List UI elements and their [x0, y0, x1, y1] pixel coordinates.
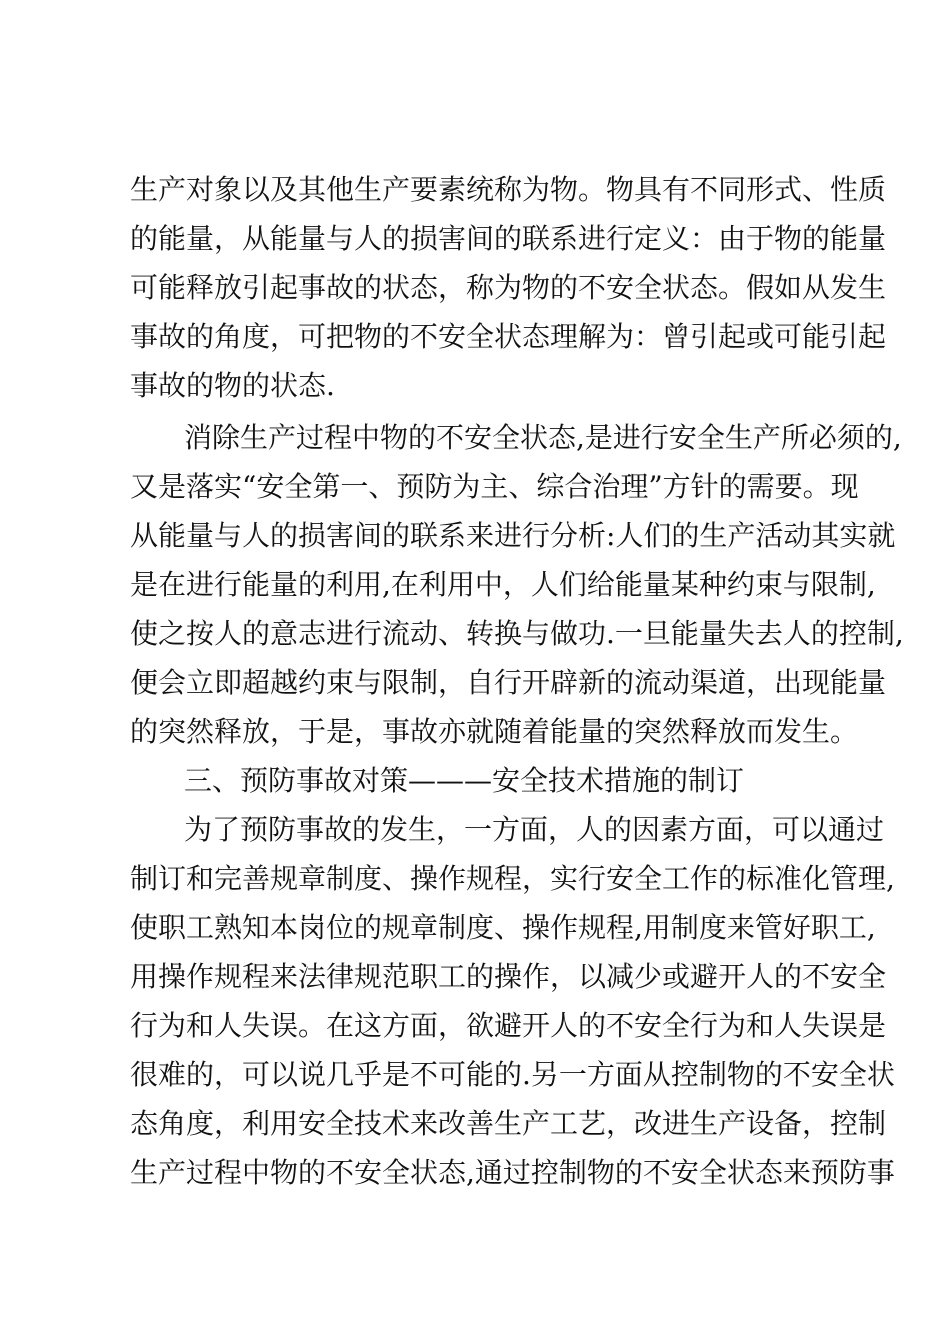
- text-line: 生产对象以及其他生产要素统称为物。物具有不同形式、性质: [130, 173, 887, 206]
- text-line: 是在进行能量的利用,在利用中，人们给能量某种约束与限制,: [130, 568, 876, 601]
- text-line: 消除生产过程中物的不安全状态,是进行安全生产所必须的,: [184, 421, 902, 454]
- section-heading-text: 三、预防事故对策———安全技术措施的制订: [184, 764, 745, 797]
- text-line: 用操作规程来法律规范职工的操作，以减少或避开人的不安全: [130, 960, 887, 993]
- text-line: 使之按人的意志进行流动、转换与做功.一旦能量失去人的控制,: [130, 617, 904, 650]
- text-line: 行为和人失误。在这方面，欲避开人的不安全行为和人失误是: [130, 1009, 887, 1042]
- text-line: 的能量，从能量与人的损害间的联系进行定义：由于物的能量: [130, 222, 887, 255]
- text-line: 的突然释放，于是，事故亦就随着能量的突然释放而发生。: [130, 715, 859, 748]
- text-line: 从能量与人的损害间的联系来进行分析:人们的生产活动其实就: [130, 519, 896, 552]
- text-line: 可能释放引起事故的状态，称为物的不安全状态。假如从发生: [130, 271, 887, 304]
- text-line: 制订和完善规章制度、操作规程，实行安全工作的标准化管理,: [130, 862, 895, 895]
- section-heading: [130, 756, 830, 805]
- text-line: 为了预防事故的发生，一方面，人的因素方面，可以通过: [184, 813, 885, 846]
- text-line: 事故的物的状态.: [130, 369, 335, 402]
- text-line: 又是落实“安全第一、预防为主、综合治理”方针的需要。现: [130, 470, 859, 503]
- text-line: 生产过程中物的不安全状态,通过控制物的不安全状态来预防事: [130, 1156, 895, 1189]
- paragraph-1: [130, 165, 887, 410]
- text-line: 事故的角度，可把物的不安全状态理解为：曾引起或可能引起: [130, 320, 887, 353]
- text-line: 使职工熟知本岗位的规章制度、操作规程,用制度来管好职工,: [130, 911, 876, 944]
- text-line: 态角度，利用安全技术来改善生产工艺，改进生产设备，控制: [130, 1107, 887, 1140]
- text-line: 很难的，可以说几乎是不可能的.另一方面从控制物的不安全状: [130, 1058, 895, 1091]
- paragraph-2: [130, 413, 904, 756]
- text-line: 便会立即超越约束与限制，自行开辟新的流动渠道，出现能量: [130, 666, 887, 699]
- document-body: [130, 165, 904, 1197]
- paragraph-3: [130, 805, 895, 1197]
